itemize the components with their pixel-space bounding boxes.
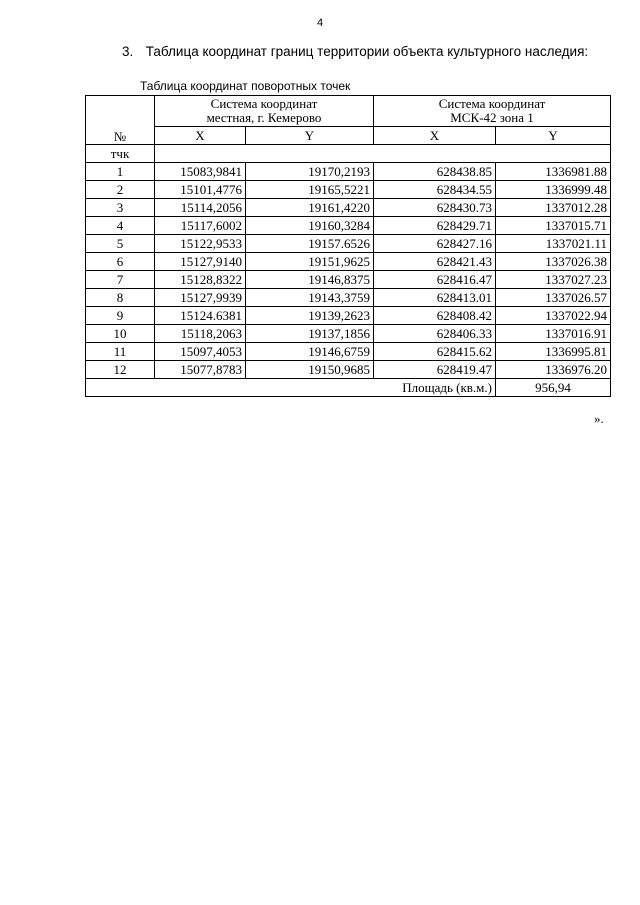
msk-x-cell: 628438.85 [374,163,496,181]
msk-y-cell: 1337021.11 [496,235,611,253]
table-row [86,235,611,253]
point-number-cell: 11 [86,343,155,361]
local-y-cell: 19165,5221 [246,181,374,199]
msk-y-cell: 1337026.38 [496,253,611,271]
local-y-cell: 19139,2623 [246,307,374,325]
msk-y-cell: 1337012.28 [496,199,611,217]
local-x-header: X [155,127,246,145]
msk-y-cell: 1337016.91 [496,325,611,343]
msk-x-cell: 628429.71 [374,217,496,235]
msk-x-cell: 628434.55 [374,181,496,199]
point-number-header-bottom: тчк [86,145,155,163]
msk-y-cell: 1337015.71 [496,217,611,235]
point-number-header [86,96,155,145]
local-y-cell: 19170,2193 [246,163,374,181]
msk-x-header: X [374,127,496,145]
local-x-cell: 15124.6381 [155,307,246,325]
local-x-cell: 15122,9533 [155,235,246,253]
table-caption: Таблица координат поворотных точек [140,79,351,93]
page-number: 4 [316,17,324,29]
table-row [86,181,611,199]
closing-mark: ». [594,411,604,426]
table-row [86,361,611,379]
msk-x-cell: 628421.43 [374,253,496,271]
point-number-cell: 10 [86,325,155,343]
msk-x-cell: 628406.33 [374,325,496,343]
point-number-cell: 4 [86,217,155,235]
local-x-cell: 15127,9140 [155,253,246,271]
point-number-cell: 9 [86,307,155,325]
area-label: Площадь (кв.м.) [86,379,496,397]
msk-system-subtitle: МСК-42 зона 1 [450,110,534,125]
table-row [86,307,611,325]
table-row [86,343,611,361]
local-x-cell: 15118,2063 [155,325,246,343]
point-number-header-top: № [113,129,127,144]
local-system-header [155,96,374,127]
local-y-cell: 19143,3759 [246,289,374,307]
local-x-cell: 15127,9939 [155,289,246,307]
table-row [86,163,611,181]
local-y-cell: 19146,6759 [246,343,374,361]
table-row [86,271,611,289]
local-y-cell: 19151,9625 [246,253,374,271]
msk-x-cell: 628419.47 [374,361,496,379]
msk-y-cell: 1336981.88 [496,163,611,181]
section-title: Таблица координат границ территории объекта культурного наследия: [145,44,589,59]
msk-y-cell: 1336995.81 [496,343,611,361]
msk-x-cell: 628427.16 [374,235,496,253]
area-value: 956,94 [496,379,611,397]
msk-y-cell: 1337022.94 [496,307,611,325]
msk-y-cell: 1336999.48 [496,181,611,199]
msk-x-cell: 628415.62 [374,343,496,361]
local-x-cell: 15083,9841 [155,163,246,181]
local-y-cell: 19137,1856 [246,325,374,343]
local-y-cell: 19160,3284 [246,217,374,235]
local-x-cell: 15097,4053 [155,343,246,361]
point-number-cell: 3 [86,199,155,217]
msk-y-cell: 1337027.23 [496,271,611,289]
local-x-cell: 15077,8783 [155,361,246,379]
table-row [86,289,611,307]
table-body [86,163,611,379]
section-heading [122,44,588,59]
coordinates-table [85,95,611,397]
local-system-title: Система координат [210,96,318,111]
header-spacer [155,145,611,163]
msk-system-header [374,96,611,127]
local-y-cell: 19157.6526 [246,235,374,253]
table-row [86,325,611,343]
point-number-cell: 2 [86,181,155,199]
point-number-cell: 7 [86,271,155,289]
msk-x-cell: 628413.01 [374,289,496,307]
local-y-cell: 19161,4220 [246,199,374,217]
msk-y-cell: 1337026.57 [496,289,611,307]
local-x-cell: 15114,2056 [155,199,246,217]
local-y-header: Y [246,127,374,145]
local-x-cell: 15101,4776 [155,181,246,199]
section-number: 3. [122,44,134,59]
point-number-cell: 6 [86,253,155,271]
point-number-cell: 12 [86,361,155,379]
local-y-cell: 19146,8375 [246,271,374,289]
table-row [86,217,611,235]
msk-x-cell: 628408.42 [374,307,496,325]
point-number-cell: 8 [86,289,155,307]
local-x-cell: 15128,8322 [155,271,246,289]
point-number-cell: 5 [86,235,155,253]
msk-y-cell: 1336976.20 [496,361,611,379]
point-number-cell: 1 [86,163,155,181]
msk-x-cell: 628416.47 [374,271,496,289]
msk-system-title: Система координат [438,96,546,111]
table-row [86,199,611,217]
msk-y-header: Y [496,127,611,145]
msk-x-cell: 628430.73 [374,199,496,217]
local-y-cell: 19150,9685 [246,361,374,379]
local-system-subtitle: местная, г. Кемерово [206,110,322,125]
local-x-cell: 15117,6002 [155,217,246,235]
table-row [86,253,611,271]
